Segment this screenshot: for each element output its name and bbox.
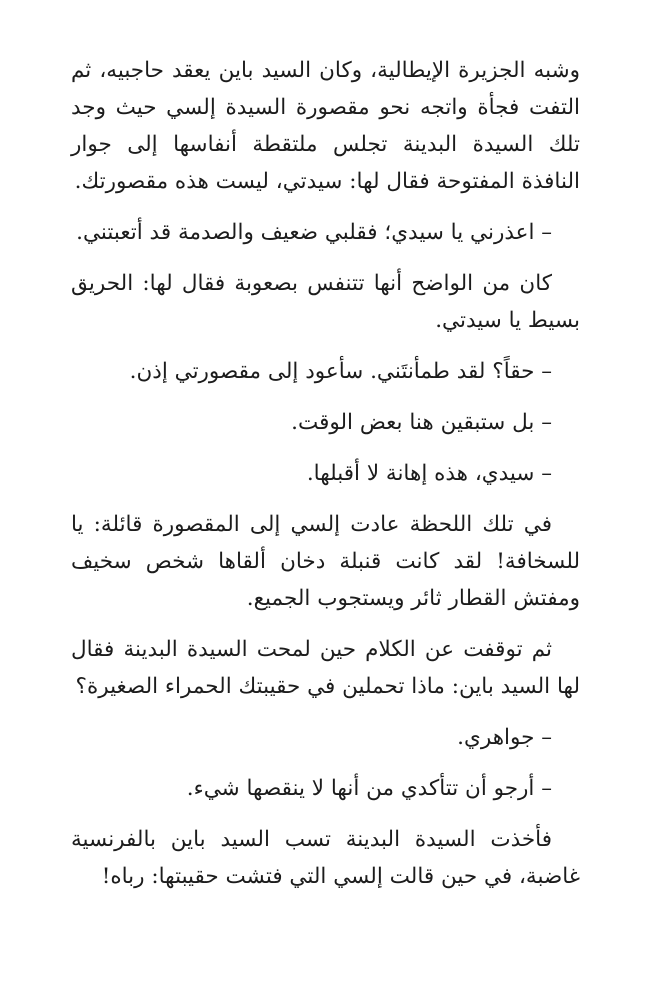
paragraph: ثم توقفت عن الكلام حين لمحت السيدة البدينة فقال لها السيد باين: ماذا تحملين في حقيبتك الحمراء الصغيرة؟ xyxy=(71,637,580,699)
paragraph: كان من الواضح أنها تتنفس بصعوبة فقال لها: الحريق بسيط يا سيدتي. xyxy=(71,271,580,333)
dialogue-line: – اعذرني يا سيدي؛ فقلبي ضعيف والصدمة قد أتعبتني. xyxy=(76,220,552,245)
dialogue-line: – حقاً؟ لقد طمأنتَني. سأعود إلى مقصورتي إذن. xyxy=(129,359,552,384)
dialogue-line: – سيدي، هذه إهانة لا أقبلها. xyxy=(306,461,552,486)
dialogue-line: – جواهري. xyxy=(457,725,552,750)
dialogue-line: – بل ستبقين هنا بعض الوقت. xyxy=(291,410,552,435)
paragraph: وشبه الجزيرة الإيطالية، وكان السيد باين يعقد حاجبيه، ثم التفت فجأة واتجه نحو مقصورة السيدة إلسي حيث وجد تلك السيدة البدينة تجلس ملتقطة أنفاسها إلى جوار النافذة المفتوحة فقال لها: سيدتي، ليست هذه مقصورتك. xyxy=(71,58,580,194)
dialogue-line: – أرجو أن تتأكدي من أنها لا ينقصها شيء. xyxy=(186,776,552,801)
paragraph: في تلك اللحظة عادت إلسي إلى المقصورة قائلة: يا للسخافة! لقد كانت قنبلة دخان ألقاها شخص سخيف ومفتش القطار ثائر ويستجوب الجميع. xyxy=(71,512,580,611)
paragraph: فأخذت السيدة البدينة تسب السيد باين بالفرنسية غاضبة، في حين قالت إلسي التي فتشت حقيبتها: رباه! xyxy=(71,827,580,889)
